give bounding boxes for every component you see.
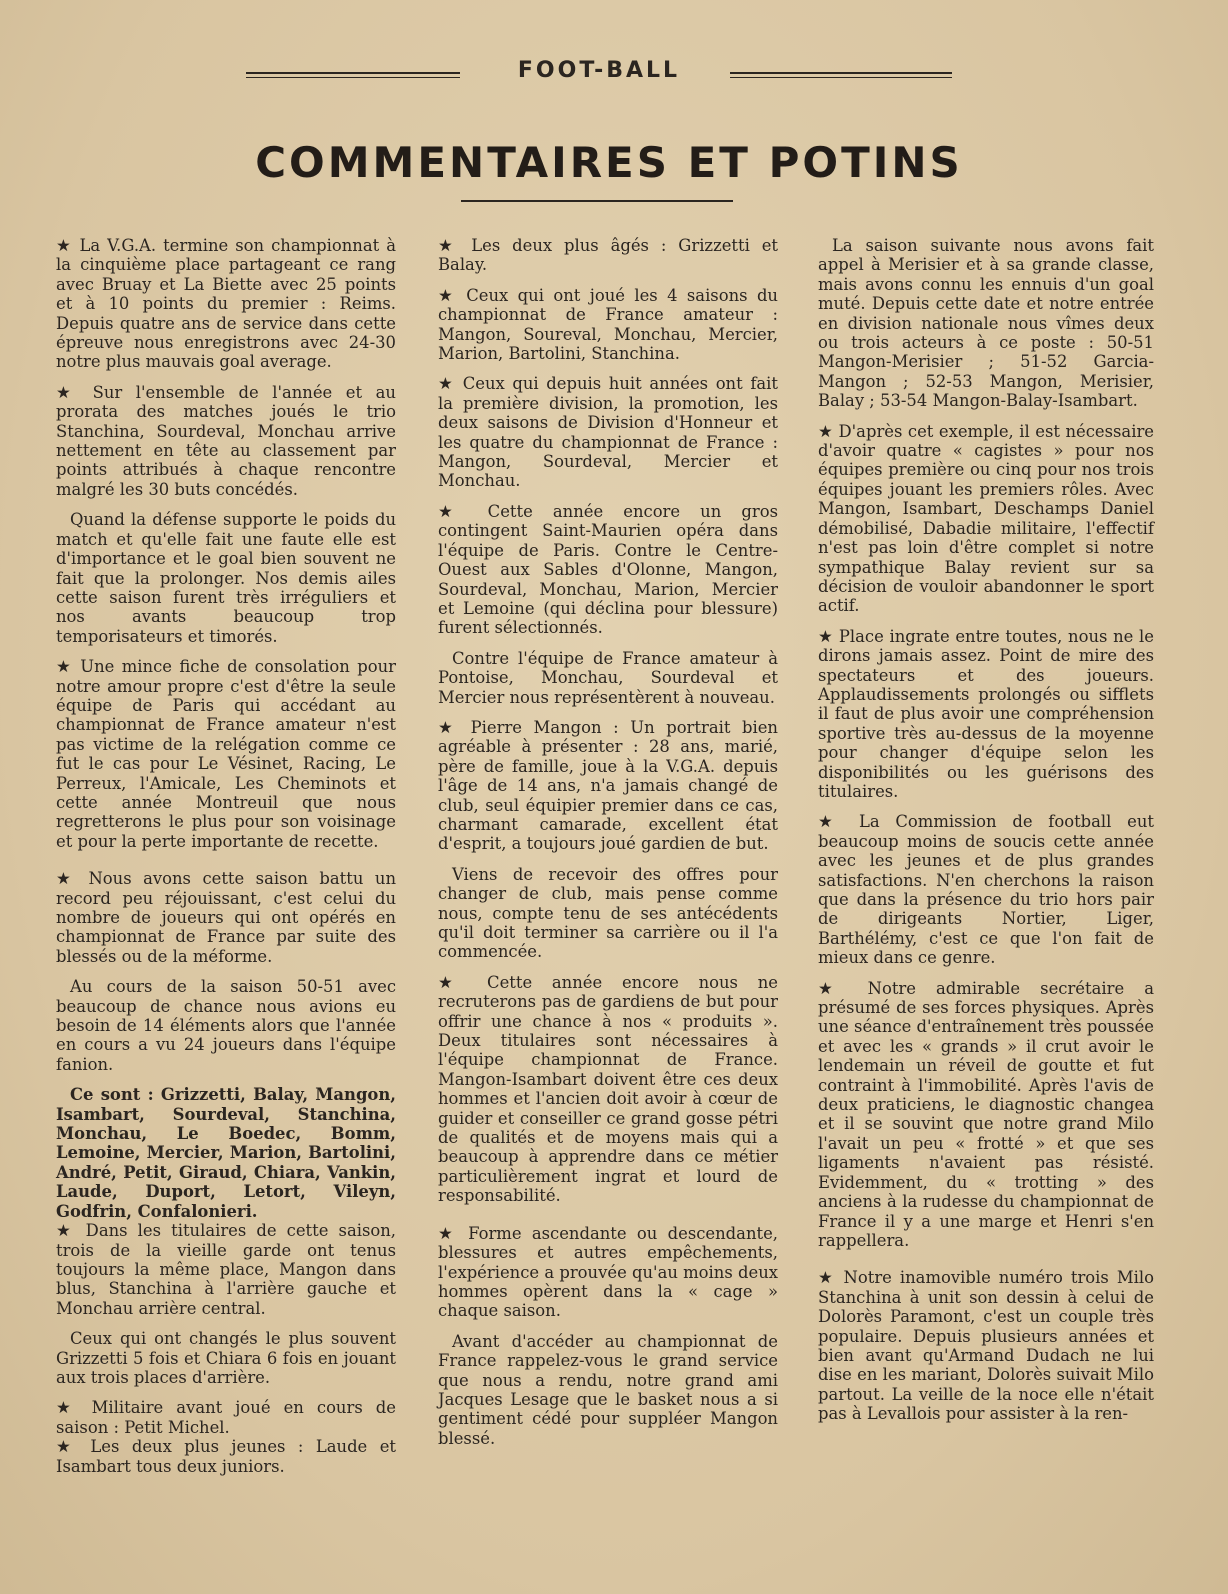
paragraph: ★ D'après cet exemple, il est nécessaire d'avoir quatre « cagistes » pour nos équipes première ou cinq pour nos trois équipes jouant les premiers rôles. Avec Mangon, Isambart, Deschamps Daniel démobilisé, Dabadie militaire, l'effectif n'est pas loin d'être complet si notre sympathique Balay revient sur sa décision de vouloir abandonner le sport actif. [818,421,1154,616]
header-rule-left [246,72,460,78]
paragraph: Quand la défense supporte le poids du match et qu'elle fait une faute elle est d'importance et le goal bien souvent ne fait que la prolonger. Nos demis ailes cette saison furent très irréguliers et nos avants beaucoup trop temporisateurs et timorés. [56,510,396,646]
paragraph: Viens de recevoir des offres pour changer de club, mais pense comme nous, compte tenu de ses antécédents qu'il doit terminer sa carrière ou il l'a commencée. [438,864,778,962]
title-underline [461,200,733,202]
player-list: Ce sont : Grizzetti, Balay, Mangon, Isambart, Sourdeval, Stanchina, Monchau, Le Boedec, Bomm, Lemoine, Mercier, Marion, Bartolini, André, Petit, Giraud, Chiara, Vankin, Laude, Duport, Letort, Vileyn, Godfrin, Confalonieri. [56,1085,396,1221]
paragraph: ★ Sur l'ensemble de l'année et au prorata des matches joués le trio Stanchina, Sourdeval, Monchau arrive nettement en tête au classement par points attribués à chaque rencontre malgré les 30 buts concédés. [56,382,396,499]
paragraph: ★ Forme ascendante ou descendante, blessures et autres empêchements, l'expérience a prouvée qu'au moins deux hommes opèrent dans la « cage » chaque saison. [438,1223,778,1321]
article-title: COMMENTAIRES ET POTINS [255,138,963,187]
paragraph: ★ Dans les titulaires de cette saison, trois de la vieille garde ont tenus toujours la même place, Mangon dans blus, Stanchina à l'arrière gauche et Monchau arrière central. [56,1221,396,1318]
paragraph: ★ Nous avons cette saison battu un record peu réjouissant, c'est celui du nombre de joueurs qui ont opérés en championnat de France par suite des blessés ou de la méforme. [56,869,396,966]
paragraph: Contre l'équipe de France amateur à Pontoise, Monchau, Sourdeval et Mercier nous représentèrent à nouveau. [438,648,778,707]
paragraph: Au cours de la saison 50-51 avec beaucoup de chance nous avions eu besoin de 14 éléments alors que l'année en cours a vu 24 joueurs dans l'équipe fanion. [56,977,396,1074]
paragraph: ★ Notre admirable secrétaire a présumé de ses forces physiques. Après une séance d'entraînement très poussée et avec les « grands » il crut avoir le lendemain un réveil de goutte et fut contraint à l'immobilité. Après l'avis de deux praticiens, le diagnostic changea et il se souvint que notre grand Milo l'avait un peu « frotté » et que ses ligaments n'avaient pas résisté. Evidemment, du « trotting » des anciens à la rudesse du championnat de France il y a une marge et Henri s'en rappellera. [818,978,1154,1250]
article-column-2 [438,236,778,1459]
paragraph: ★ Les deux plus âgés : Grizzetti et Balay. [438,236,778,275]
paragraph: ★ Les deux plus jeunes : Laude et Isambart tous deux juniors. [56,1437,396,1476]
paragraph: Avant d'accéder au championnat de France rappelez-vous le grand service que nous a rendu, notre grand ami Jacques Lesage que le basket nous a si gentiment cédé pour suppléer Mangon blessé. [438,1331,778,1448]
paragraph: La saison suivante nous avons fait appel à Merisier et à sa grande classe, mais avons connu les ennuis d'un goal muté. Depuis cette date et notre entrée en division nationale nous vîmes deux ou trois acteurs à ce poste : 50-51 Mangon-Merisier ; 51-52 Garcia-Mangon ; 52-53 Mangon, Merisier, Balay ; 53-54 Mangon-Balay-Isambart. [818,236,1154,411]
paragraph: ★ Place ingrate entre toutes, nous ne le dirons jamais assez. Point de mire des spectateurs et des joueurs. Applaudissements prolongés ou sifflets il faut de plus avoir une compréhension sportive très au-dessus de la moyenne pour changer d'équipe selon les disponibilités ou les guérisons des titulaires. [818,626,1154,801]
paragraph: ★ La Commission de football eut beaucoup moins de soucis cette année avec les jeunes et de plus grandes satisfactions. N'en cherchons la raison que dans la présence du trio hors pair de dirigeants Nortier, Liger, Barthélémy, c'est ce que l'on fait de mieux dans ce genre. [818,812,1154,968]
section-label: FOOT-BALL [517,58,681,83]
paragraph: ★ Notre inamovible numéro trois Milo Stanchina à unit son dessin à celui de Dolorès Paramont, c'est un couple très populaire. Depuis plusieurs années et bien avant qu'Armand Dudach ne lui dise en les mariant, Dolorès suivait Milo partout. La veille de la noce elle n'était pas à Levallois pour assister à la ren- [818,1268,1154,1424]
paragraph: Ceux qui ont changés le plus souvent Grizzetti 5 fois et Chiara 6 fois en jouant aux trois places d'arrière. [56,1329,396,1387]
paragraph: ★ Militaire avant joué en cours de saison : Petit Michel. [56,1398,396,1437]
article-column-1 [56,236,396,1487]
article-column-3 [818,236,1154,1435]
paragraph: ★ Ceux qui ont joué les 4 saisons du championnat de France amateur : Mangon, Soureval, Monchau, Mercier, Marion, Bartolini, Stanchina. [438,285,778,364]
paragraph: ★ La V.G.A. termine son championnat à la cinquième place partageant ce rang avec Bruay et La Biette avec 25 points et à 10 points du premier : Reims. Depuis quatre ans de service dans cette épreuve nous enregistrons avec 24-30 notre plus mauvais goal average. [56,236,396,372]
paragraph: ★ Pierre Mangon : Un portrait bien agréable à présenter : 28 ans, marié, père de famille, joue à la V.G.A. depuis l'âge de 14 ans, n'a jamais changé de club, seul équipier premier dans ce cas, charmant camarade, excellent état d'esprit, a toujours joué gardien de but. [438,717,778,854]
paragraph: ★ Cette année encore un gros contingent Saint-Maurien opéra dans l'équipe de Paris. Contre le Centre-Ouest aux Sables d'Olonne, Mangon, Sourdeval, Monchau, Marion, Mercier et Lemoine (qui déclina pour blessure) furent sélectionnés. [438,501,778,638]
paragraph: ★ Une mince fiche de consolation pour notre amour propre c'est d'être la seule équipe de Paris qui accédant au championnat de France amateur n'est pas victime de la relégation comme ce fut le cas pour Le Vésinet, Racing, Le Perreux, l'Amicale, Les Cheminots et cette année Montreuil que nous regretterons le plus pour son voisinage et pour la perte importante de recette. [56,657,396,851]
section-header [246,58,952,92]
header-rule-right [730,72,952,78]
paragraph: ★ Ceux qui depuis huit années ont fait la première division, la promotion, les deux saisons de Division d'Honneur et les quatre du championnat de France : Mangon, Sourdeval, Mercier et Monchau. [438,374,778,491]
paragraph: ★ Cette année encore nous ne recruterons pas de gardiens de but pour offrir une chance à nos « produits ». Deux titulaires sont nécessaires à l'équipe championnat de France. Mangon-Isambart doivent être ces deux hommes et l'ancien doit avoir à cœur de guider et conseiller ce grand gosse pétri de qualités et de moyens mais qui a beaucoup à apprendre dans ce métier particulièrement ingrat et lourd de responsabilité. [438,972,778,1206]
